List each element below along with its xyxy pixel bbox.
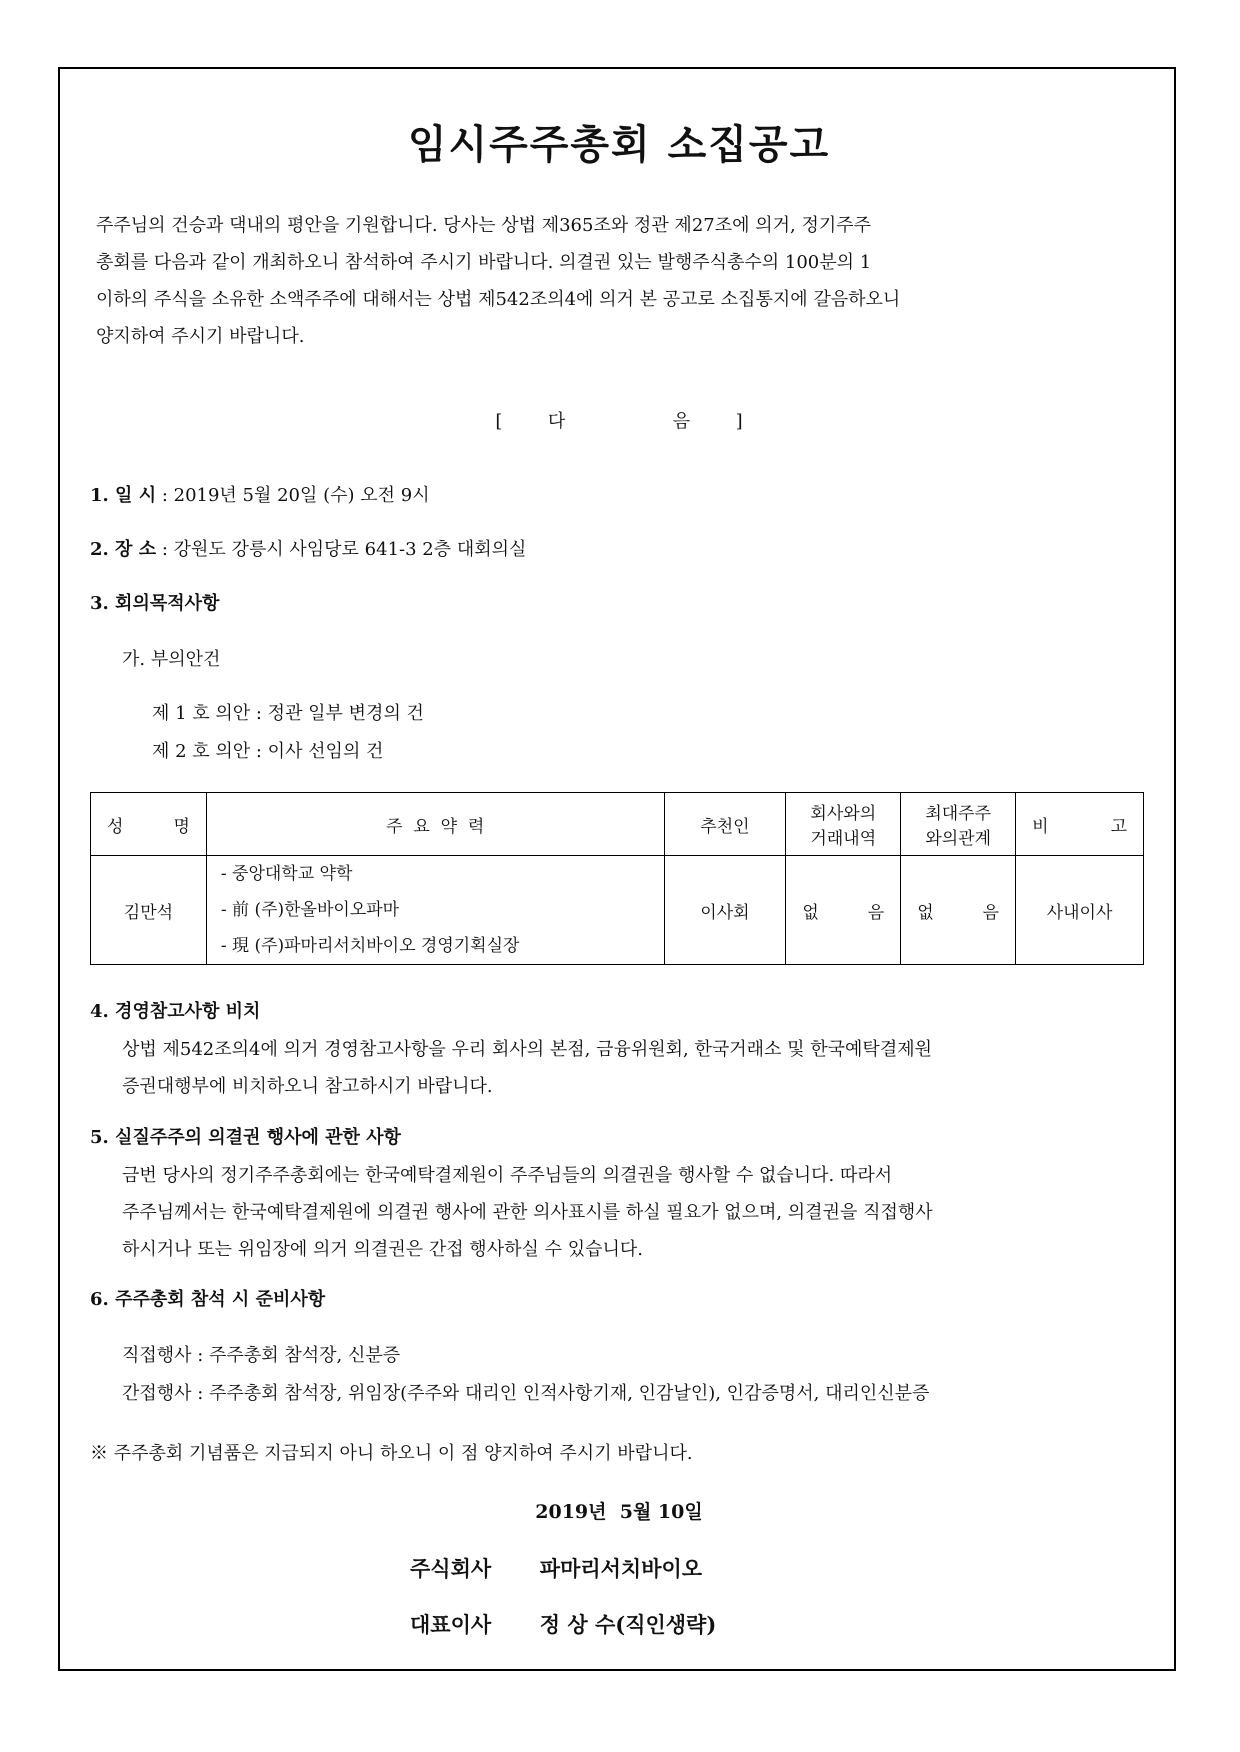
- header-major-shareholder: 최대주주 와의관계: [901, 793, 1016, 856]
- section-4-line: 상법 제542조의4에 의거 경영참고사항을 우리 회사의 본점, 금융위원회, 한국거래소 및 한국예탁결제원: [122, 1039, 932, 1060]
- section-2-label: 2. 장 소: [90, 539, 157, 560]
- notice-frame: [58, 67, 1176, 1671]
- section-6-heading: 6. 주주총회 참석 시 준비사항: [90, 1289, 326, 1310]
- section-2-venue: [90, 535, 526, 561]
- section-1-label: 1. 일 시: [90, 485, 157, 506]
- section-5-line: 하시거나 또는 위임장에 의거 의결권은 간접 행사하실 수 있습니다.: [122, 1239, 643, 1260]
- candidate-major-relation: 없 음: [901, 856, 1016, 965]
- header-recommender: 추천인: [664, 793, 786, 856]
- candidate-transactions: 없 음: [786, 856, 901, 965]
- section-5-body: [122, 1157, 933, 1268]
- notice-date: 2019년 5월 10일: [535, 1501, 703, 1523]
- career-line: - 중앙대학교 약학: [220, 864, 353, 884]
- section-4-heading: 4. 경영참고사항 비치: [90, 1001, 261, 1022]
- table-row: [91, 856, 1144, 965]
- next-bracket-close: ]: [735, 411, 743, 432]
- intro-line: 이하의 주식을 소유한 소액주주에 대해서는 상법 제542조의4에 의거 본 공고로 소집통지에 갈음하오니: [96, 289, 901, 310]
- notice-title: 임시주주총회 소집공고: [407, 121, 831, 168]
- company-signature: [410, 1553, 702, 1583]
- section-5-heading: 5. 실질주주의 의결권 행사에 관한 사항: [90, 1127, 401, 1148]
- agenda-item-1: 제 1 호 의안 : 정관 일부 변경의 건: [152, 703, 424, 724]
- header-transactions: 회사와의 거래내역: [786, 793, 901, 856]
- section-4-line: 증권대행부에 비치하오니 참고하시기 바랍니다.: [122, 1076, 493, 1097]
- header-note: 비 고: [1016, 793, 1144, 856]
- table-header-row: [91, 793, 1144, 856]
- director-candidate-table: [90, 792, 1144, 965]
- ceo-name: 정 상 수(직인생략): [539, 1612, 717, 1637]
- intro-line: 양지하여 주시기 바랍니다.: [96, 326, 305, 347]
- section-4-body: [122, 1031, 932, 1105]
- section-1-value: : 2019년 5월 20일 (수) 오전 9시: [156, 485, 430, 506]
- intro-line: 주주님의 건승과 댁내의 평안을 기원합니다. 당사는 상법 제365조와 정관 제27조에 의거, 정기주주: [96, 215, 871, 236]
- career-line: - 前 (주)한올바이오파마: [220, 900, 400, 920]
- section-5-line: 주주님께서는 한국예탁결제원에 의결권 행사에 관한 의사표시를 하실 필요가 없으며, 의결권을 직접행사: [122, 1202, 933, 1223]
- header-career: 주 요 약 력: [206, 793, 664, 856]
- section-3-subheading: 가. 부의안건: [122, 649, 221, 670]
- next-char-b: 음: [672, 411, 691, 432]
- gift-note: ※ 주주총회 기념품은 지급되지 아니 하오니 이 점 양지하여 주시기 바랍니다.: [90, 1443, 693, 1464]
- section-1-datetime: [90, 481, 430, 507]
- candidate-note: 사내이사: [1016, 856, 1144, 965]
- next-heading: [60, 407, 1178, 433]
- section-6-indirect: 간접행사 : 주주총회 참석장, 위임장(주주와 대리인 인적사항기재, 인감날인), 인감증명서, 대리인신분증: [122, 1383, 930, 1404]
- intro-line: 총회를 다음과 같이 개최하오니 참석하여 주시기 바랍니다. 의결권 있는 발행주식총수의 100분의 1: [96, 252, 872, 273]
- company-label: 주식회사: [410, 1556, 492, 1581]
- candidate-careers: [206, 856, 664, 965]
- section-5-line: 금번 당사의 정기주주총회에는 한국예탁결제원이 주주님들의 의결권을 행사할 수 없습니다. 따라서: [122, 1165, 893, 1186]
- agenda-item-2: 제 2 호 의안 : 이사 선임의 건: [152, 741, 384, 762]
- section-6-direct: 직접행사 : 주주총회 참석장, 신분증: [122, 1345, 401, 1366]
- next-bracket-open: [: [495, 411, 503, 432]
- next-char-a: 다: [547, 411, 566, 432]
- ceo-label: 대표이사: [410, 1612, 492, 1637]
- career-line: - 現 (주)파마리서치바이오 경영기획실장: [220, 936, 520, 956]
- section-3-heading: 3. 회의목적사항: [90, 593, 220, 614]
- header-name: 성 명: [91, 793, 207, 856]
- company-name: 파마리서치바이오: [539, 1556, 703, 1581]
- candidate-name: 김만석: [91, 856, 207, 965]
- section-2-value: : 강원도 강릉시 사임당로 641-3 2층 대회의실: [156, 539, 527, 560]
- candidate-recommender: 이사회: [664, 856, 786, 965]
- intro-paragraph: [96, 207, 1156, 355]
- ceo-signature: [410, 1609, 716, 1639]
